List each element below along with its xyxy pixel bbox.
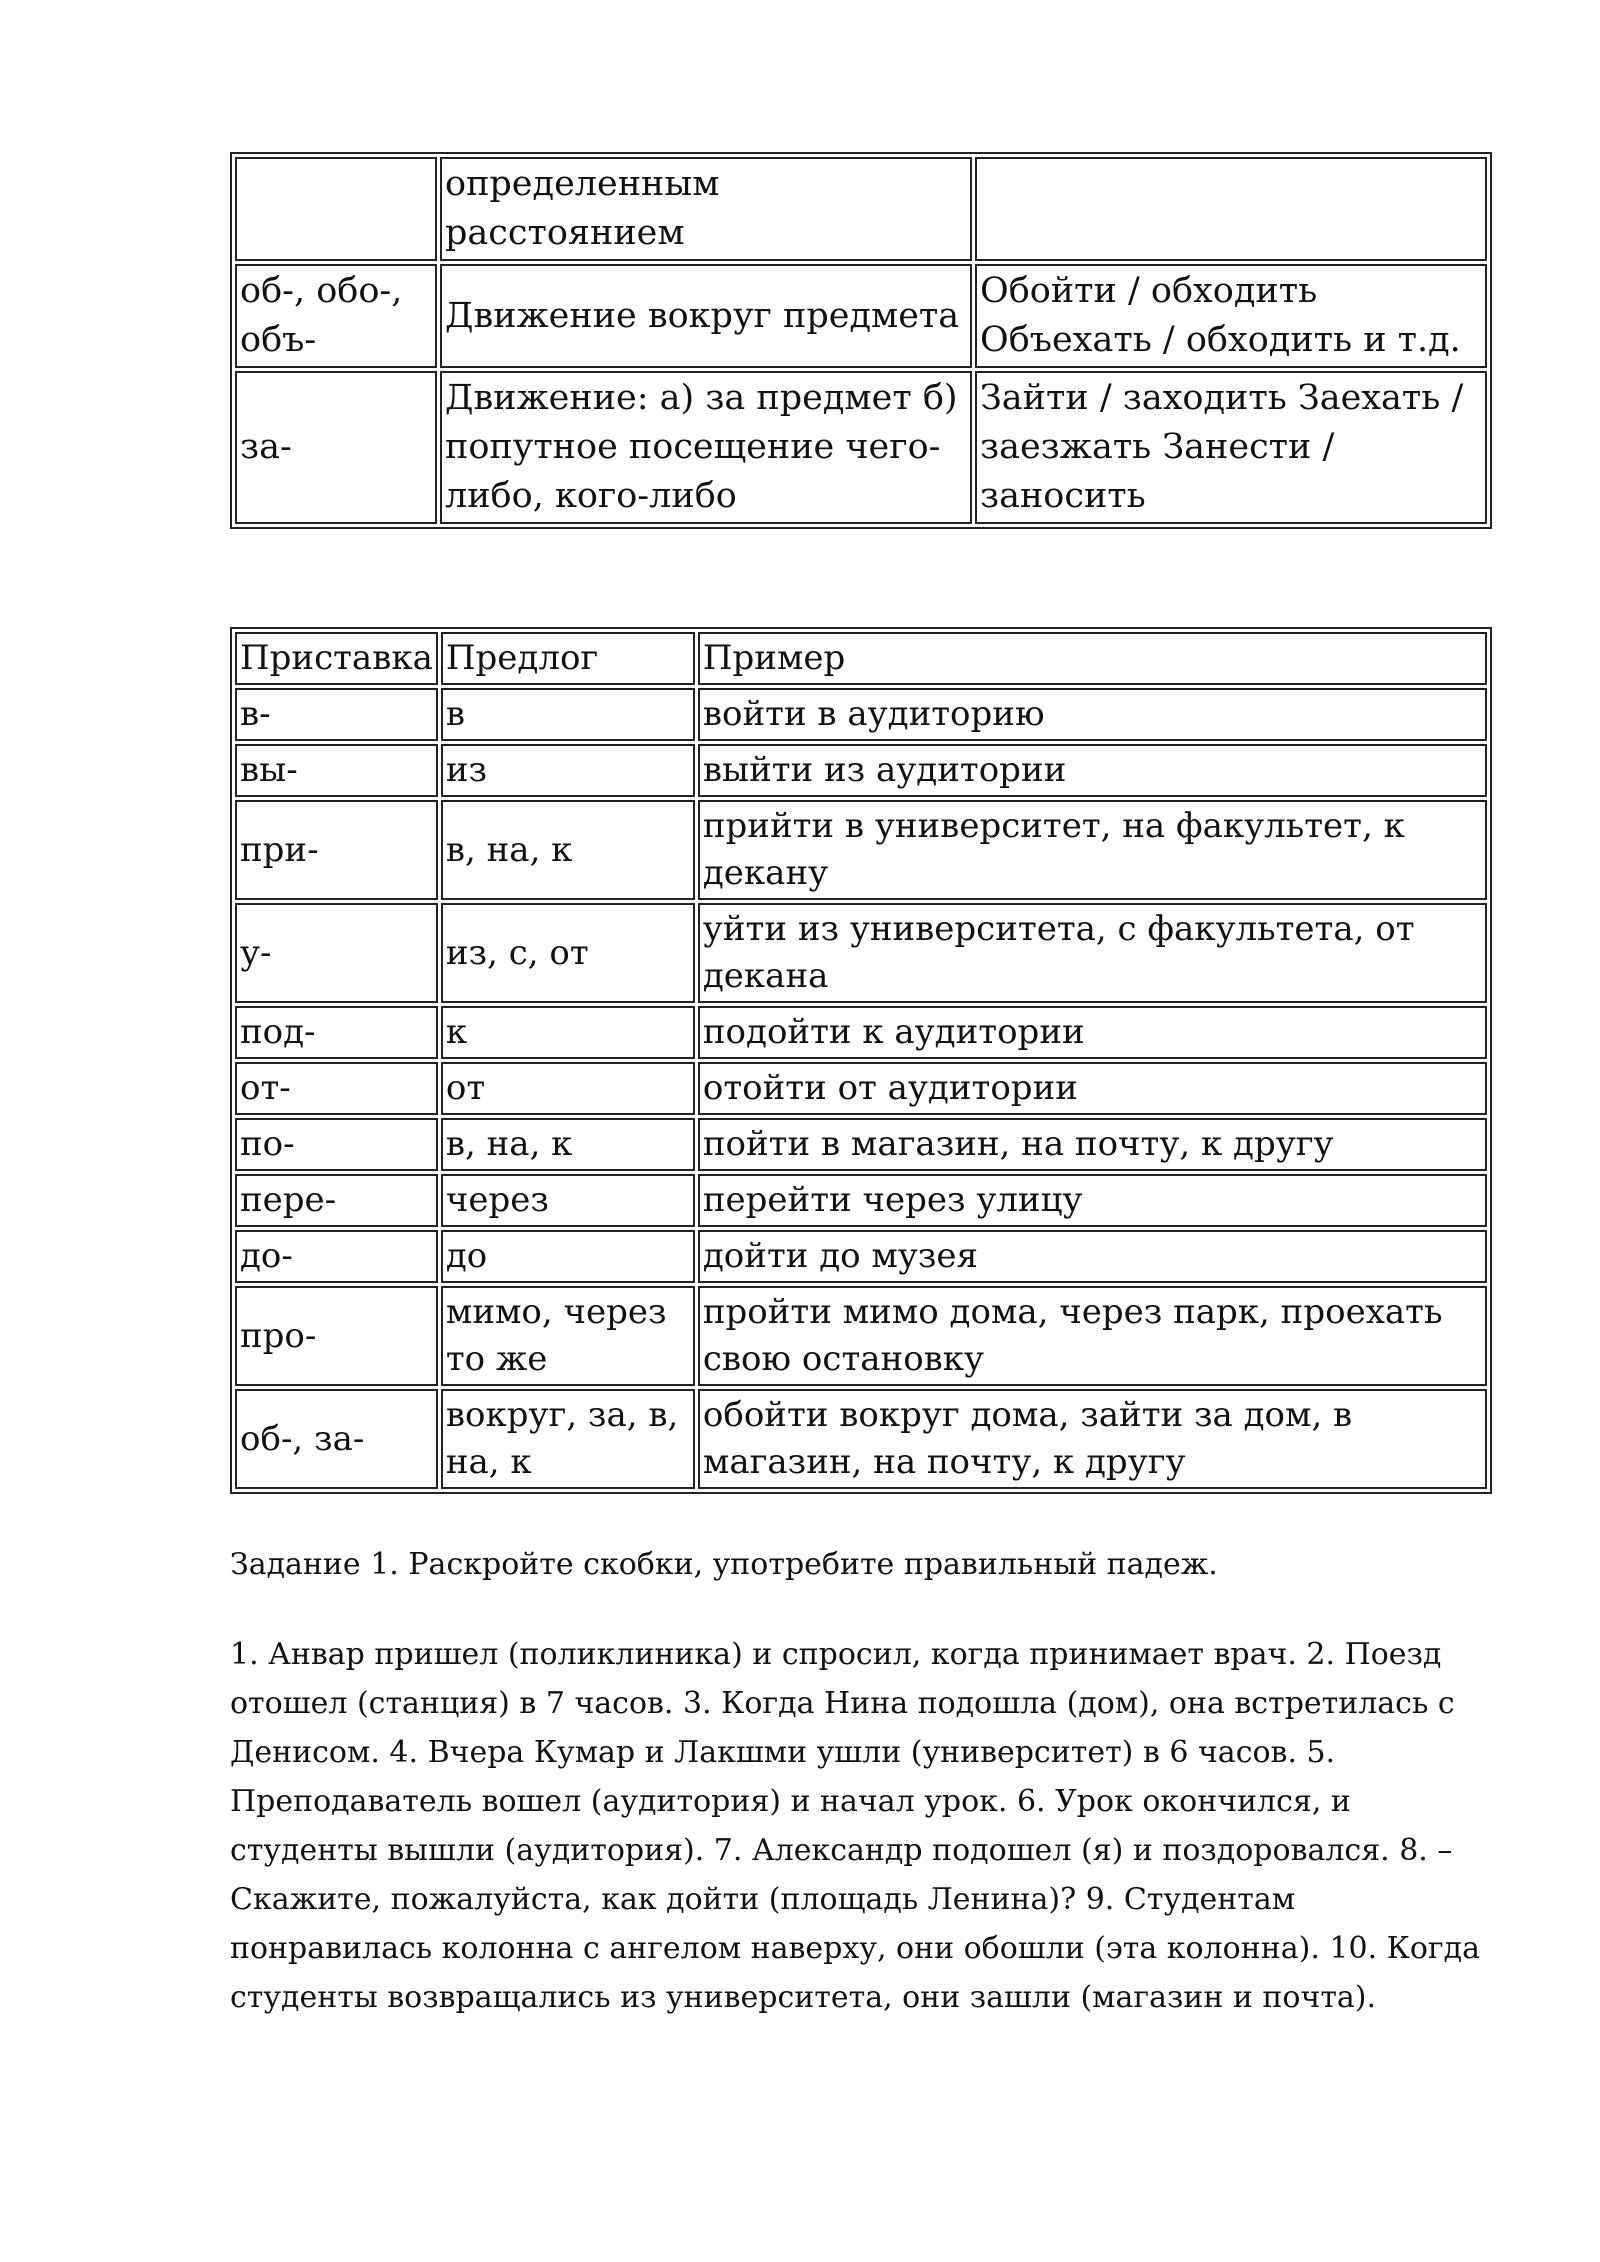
table-cell: об-, за- <box>235 1389 438 1489</box>
column-header-preposition: Предлог <box>441 632 695 685</box>
table-cell: прийти в университет, на факультет, к декану <box>698 800 1487 900</box>
table-cell: вокруг, за, в, на, к <box>441 1389 695 1489</box>
table-cell: определенным расстоянием <box>440 157 972 261</box>
table-row <box>235 1174 1487 1227</box>
task-text: 1. Анвар пришел (поликлиника) и спросил, когда принимает врач. 2. Поезд отошел (станция) в 7 часов. 3. Когда Нина подошла (дом), она встретилась с Денисом. 4. Вчера Кумар и Лакшми ушли (университет) в 6 часов. 5. Преподаватель вошел (аудитория) и начал урок. 6. Урок окончился, и студенты вышли (аудитория). 7. Александр подошел (я) и поздоровался. 8. – Скажите, пожалуйста, как дойти (площадь Ленина)? 9. Студентам понравилась колонна с ангелом наверху, они обошли (эта колонна). 10. Когда студенты возвращались из университета, они зашли (магазин и почта). <box>230 1637 1480 2015</box>
table-cell <box>235 157 437 261</box>
table-cell: перейти через улицу <box>698 1174 1487 1227</box>
table-cell: Зайти / заходить Заехать / заезжать Занести / заносить <box>975 371 1487 524</box>
table-cell: вы- <box>235 744 438 797</box>
table-cell: в, на, к <box>441 1118 695 1171</box>
table-cell: в, на, к <box>441 800 695 900</box>
column-header-prefix: Приставка <box>235 632 438 685</box>
table-row <box>235 1286 1487 1386</box>
table-row <box>235 157 1487 261</box>
table-cell: уйти из университета, с факультета, от декана <box>698 903 1487 1003</box>
table-cell: отойти от аудитории <box>698 1062 1487 1115</box>
table-row <box>235 1118 1487 1171</box>
task-title: Задание 1. Раскройте скобки, употребите правильный падеж. <box>230 1547 1218 1582</box>
table-cell <box>975 157 1487 261</box>
prefix-meaning-table <box>230 152 1492 529</box>
table-cell: из, с, от <box>441 903 695 1003</box>
table-row <box>235 1006 1487 1059</box>
table-cell: по- <box>235 1118 438 1171</box>
table-row <box>235 688 1487 741</box>
table-cell: при- <box>235 800 438 900</box>
table-cell: войти в аудиторию <box>698 688 1487 741</box>
table-cell: пойти в магазин, на почту, к другу <box>698 1118 1487 1171</box>
table-cell: обойти вокруг дома, зайти за дом, в магазин, на почту, к другу <box>698 1389 1487 1489</box>
table-cell: от <box>441 1062 695 1115</box>
column-header-example: Пример <box>698 632 1487 685</box>
table-cell: про- <box>235 1286 438 1386</box>
table-cell: до <box>441 1230 695 1283</box>
table-row <box>235 1062 1487 1115</box>
table-cell: через <box>441 1174 695 1227</box>
table-row <box>235 1389 1487 1489</box>
table-cell: дойти до музея <box>698 1230 1487 1283</box>
table-row <box>235 744 1487 797</box>
table-cell: в <box>441 688 695 741</box>
table-cell: в- <box>235 688 438 741</box>
table-cell: Движение: а) за предмет б) попутное посещение чего-либо, кого-либо <box>440 371 972 524</box>
table-cell: Обойти / обходить Объехать / обходить и т.д. <box>975 264 1487 368</box>
table-cell: пройти мимо дома, через парк, проехать свою остановку <box>698 1286 1487 1386</box>
table-cell: за- <box>235 371 437 524</box>
table-cell: пере- <box>235 1174 438 1227</box>
table-row <box>235 903 1487 1003</box>
table-cell: из <box>441 744 695 797</box>
table-row <box>235 1230 1487 1283</box>
table-cell: до- <box>235 1230 438 1283</box>
table-cell: Движение вокруг предмета <box>440 264 972 368</box>
table-cell: выйти из аудитории <box>698 744 1487 797</box>
table-header-row <box>235 632 1487 685</box>
table-row <box>235 264 1487 368</box>
prefix-preposition-table <box>230 627 1492 1494</box>
table-cell: к <box>441 1006 695 1059</box>
table-cell: под- <box>235 1006 438 1059</box>
table-cell: об-, обо-, объ- <box>235 264 437 368</box>
table-row <box>235 371 1487 524</box>
table-cell: подойти к аудитории <box>698 1006 1487 1059</box>
table-cell: мимо, через то же <box>441 1286 695 1386</box>
table-cell: от- <box>235 1062 438 1115</box>
table-cell: у- <box>235 903 438 1003</box>
table-row <box>235 800 1487 900</box>
